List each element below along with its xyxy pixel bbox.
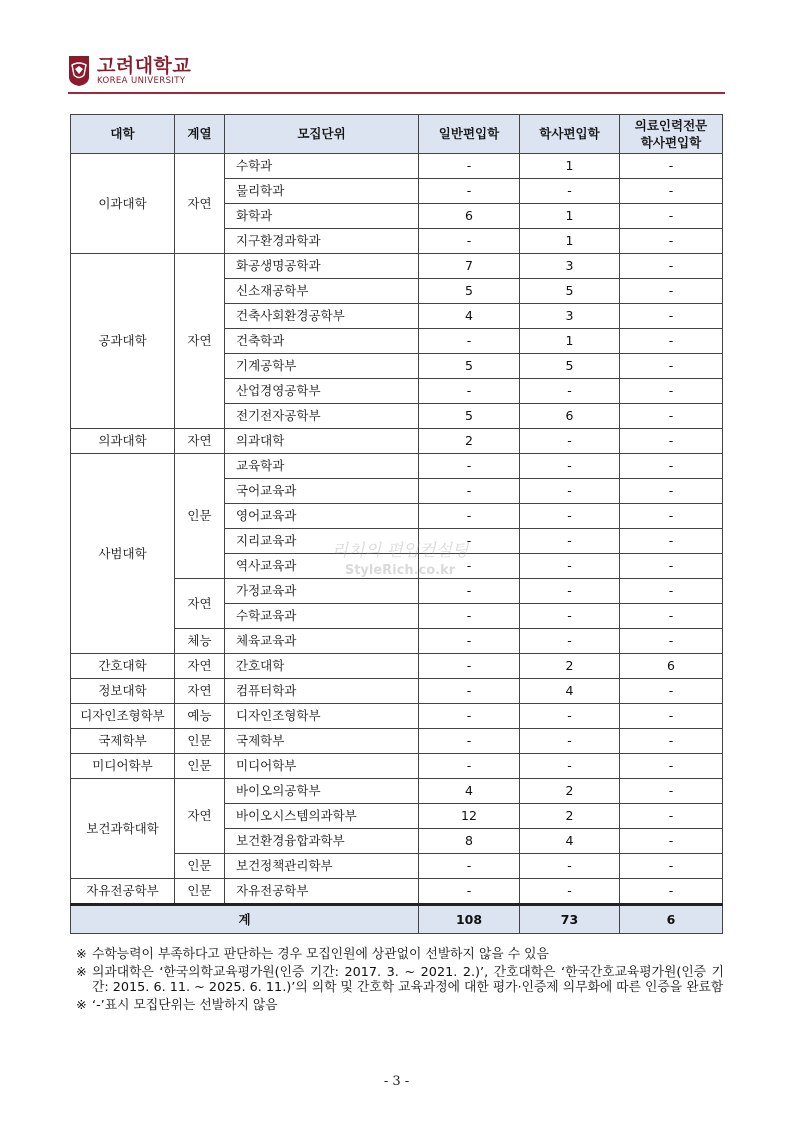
university-name-korean: 고려대학교	[97, 55, 192, 77]
bachelor-cell: 5	[520, 354, 620, 379]
track-cell: 자연	[175, 654, 225, 679]
general-cell: 5	[419, 404, 520, 429]
bachelor-cell: -	[520, 629, 620, 654]
unit-cell: 건축사회환경공학부	[225, 304, 419, 329]
bachelor-cell: 1	[520, 229, 620, 254]
bachelor-cell: -	[520, 429, 620, 454]
college-cell: 간호대학	[71, 654, 175, 679]
unit-cell: 전기전자공학부	[225, 404, 419, 429]
unit-cell: 국제학부	[225, 729, 419, 754]
medical-cell: -	[620, 504, 723, 529]
unit-cell: 체육교육과	[225, 629, 419, 654]
medical-cell: -	[620, 704, 723, 729]
unit-cell: 교육학과	[225, 454, 419, 479]
unit-cell: 자유전공학부	[225, 879, 419, 905]
track-cell: 인문	[175, 754, 225, 779]
table-row	[71, 154, 723, 179]
footnote	[76, 947, 724, 963]
table-row	[71, 654, 723, 679]
unit-cell: 바이오시스템의과학부	[225, 804, 419, 829]
unit-cell: 보건정책관리학부	[225, 854, 419, 879]
college-cell: 미디어학부	[71, 754, 175, 779]
general-cell: -	[419, 454, 520, 479]
track-cell: 자연	[175, 254, 225, 429]
medical-cell: -	[620, 329, 723, 354]
unit-cell: 기계공학부	[225, 354, 419, 379]
college-cell: 사범대학	[71, 454, 175, 654]
track-cell: 체능	[175, 629, 225, 654]
general-cell: -	[419, 679, 520, 704]
medical-cell: -	[620, 479, 723, 504]
bachelor-cell: 2	[520, 779, 620, 804]
college-cell: 공과대학	[71, 254, 175, 429]
bachelor-cell: -	[520, 479, 620, 504]
footnote	[76, 965, 724, 996]
medical-cell: -	[620, 779, 723, 804]
track-cell: 인문	[175, 454, 225, 579]
unit-cell: 화공생명공학과	[225, 254, 419, 279]
unit-cell: 국어교육과	[225, 479, 419, 504]
total-general: 108	[419, 905, 520, 934]
page-header	[68, 53, 725, 95]
general-cell: 4	[419, 779, 520, 804]
general-cell: -	[419, 379, 520, 404]
general-cell: 8	[419, 829, 520, 854]
medical-cell: -	[620, 379, 723, 404]
medical-cell: -	[620, 154, 723, 179]
table-row	[71, 754, 723, 779]
unit-cell: 미디어학부	[225, 754, 419, 779]
bachelor-cell: -	[520, 579, 620, 604]
general-cell: -	[419, 854, 520, 879]
unit-cell: 간호대학	[225, 654, 419, 679]
medical-cell: -	[620, 454, 723, 479]
medical-cell: -	[620, 754, 723, 779]
page-number: - 3 -	[383, 1074, 410, 1089]
table-header-row	[71, 115, 723, 154]
table-row	[71, 704, 723, 729]
bachelor-cell: 1	[520, 154, 620, 179]
unit-cell: 가정교육과	[225, 579, 419, 604]
medical-cell: 6	[620, 654, 723, 679]
general-cell: -	[419, 154, 520, 179]
college-cell: 국제학부	[71, 729, 175, 754]
unit-cell: 산업경영공학부	[225, 379, 419, 404]
medical-cell: -	[620, 529, 723, 554]
general-cell: 12	[419, 804, 520, 829]
table-row	[71, 879, 723, 905]
medical-cell: -	[620, 579, 723, 604]
university-seal-icon	[68, 55, 90, 87]
medical-cell: -	[620, 879, 723, 905]
medical-cell: -	[620, 854, 723, 879]
medical-cell: -	[620, 279, 723, 304]
bachelor-cell: -	[520, 179, 620, 204]
table-row	[71, 454, 723, 479]
medical-cell: -	[620, 179, 723, 204]
general-cell: -	[419, 479, 520, 504]
medical-cell: -	[620, 829, 723, 854]
total-bachelor: 73	[520, 905, 620, 934]
table-row	[71, 429, 723, 454]
medical-cell: -	[620, 254, 723, 279]
medical-cell: -	[620, 729, 723, 754]
unit-cell: 보건환경융합과학부	[225, 829, 419, 854]
note-text: ‘-’표시 모집단위는 선발하지 않음	[92, 997, 278, 1013]
bachelor-cell: -	[520, 529, 620, 554]
general-cell: -	[419, 629, 520, 654]
medical-cell: -	[620, 679, 723, 704]
general-cell: -	[419, 329, 520, 354]
general-cell: -	[419, 704, 520, 729]
note-mark: ※	[76, 964, 87, 980]
unit-cell: 수학과	[225, 154, 419, 179]
medical-cell: -	[620, 804, 723, 829]
note-text: 의과대학은 ‘한국의학교육평가원(인증 기간: 2017. 3. ~ 2021. 2.)’, 간호대학은 ‘한국간호교육평가원(인증 기간: 2015. 6. 11. ~ 2025. 6. 11.)’의 의학 및 간호학 교육과정에 대한 평가·인증제 의무화에 따른 인증을 완료함	[92, 964, 724, 995]
unit-cell: 지구환경과학과	[225, 229, 419, 254]
bachelor-cell: -	[520, 379, 620, 404]
university-name-english: KOREA UNIVERSITY	[97, 76, 186, 86]
watermark-line-1: 리치의 편입컨설팅	[331, 541, 469, 561]
note-mark: ※	[76, 947, 87, 962]
bachelor-cell: -	[520, 554, 620, 579]
column-header-general-transfer: 일반편입학	[419, 115, 520, 154]
bachelor-cell: -	[520, 854, 620, 879]
track-cell: 자연	[175, 429, 225, 454]
column-header-college: 대학	[71, 115, 175, 154]
total-medical: 6	[620, 905, 723, 934]
medical-cell: -	[620, 304, 723, 329]
bachelor-cell: -	[520, 454, 620, 479]
bachelor-cell: 4	[520, 829, 620, 854]
track-cell: 예능	[175, 704, 225, 729]
college-cell: 의과대학	[71, 429, 175, 454]
note-mark: ※	[76, 997, 87, 1013]
bachelor-cell: 1	[520, 204, 620, 229]
medical-cell: -	[620, 604, 723, 629]
total-row	[71, 905, 723, 934]
watermark-line-2: StyleRich.co.kr	[344, 563, 456, 578]
total-label: 계	[71, 905, 419, 934]
bachelor-cell: -	[520, 604, 620, 629]
general-cell: -	[419, 729, 520, 754]
general-cell: -	[419, 654, 520, 679]
bachelor-cell: -	[520, 704, 620, 729]
college-cell: 자유전공학부	[71, 879, 175, 905]
column-header-medical-transfer: 의료인력전문 학사편입학	[620, 115, 723, 154]
unit-cell: 디자인조형학부	[225, 704, 419, 729]
medical-cell: -	[620, 429, 723, 454]
medical-cell: -	[620, 629, 723, 654]
bachelor-cell: 3	[520, 254, 620, 279]
medical-cell: -	[620, 229, 723, 254]
unit-cell: 바이오의공학부	[225, 779, 419, 804]
footnotes	[76, 947, 724, 1015]
track-cell: 자연	[175, 154, 225, 254]
bachelor-cell: -	[520, 729, 620, 754]
general-cell: 6	[419, 204, 520, 229]
general-cell: -	[419, 504, 520, 529]
column-header-unit: 모집단위	[225, 115, 419, 154]
table-row	[71, 779, 723, 804]
unit-cell: 의과대학	[225, 429, 419, 454]
admission-quota-table	[70, 114, 723, 934]
medical-cell: -	[620, 404, 723, 429]
unit-cell: 물리학과	[225, 179, 419, 204]
unit-cell: 화학과	[225, 204, 419, 229]
medical-cell: -	[620, 354, 723, 379]
track-cell: 인문	[175, 854, 225, 879]
track-cell: 인문	[175, 729, 225, 754]
bachelor-cell: 5	[520, 279, 620, 304]
bachelor-cell: -	[520, 879, 620, 905]
unit-cell: 신소재공학부	[225, 279, 419, 304]
college-cell: 정보대학	[71, 679, 175, 704]
general-cell: -	[419, 879, 520, 905]
general-cell: -	[419, 604, 520, 629]
track-cell: 인문	[175, 879, 225, 905]
track-cell: 자연	[175, 579, 225, 629]
general-cell: 7	[419, 254, 520, 279]
bachelor-cell: 1	[520, 329, 620, 354]
college-cell: 디자인조형학부	[71, 704, 175, 729]
table-row	[71, 729, 723, 754]
general-cell: -	[419, 179, 520, 204]
college-cell: 이과대학	[71, 154, 175, 254]
medical-cell: -	[620, 204, 723, 229]
unit-cell: 영어교육과	[225, 504, 419, 529]
track-cell: 자연	[175, 779, 225, 854]
bachelor-cell: 2	[520, 804, 620, 829]
bachelor-cell: 6	[520, 404, 620, 429]
bachelor-cell: 2	[520, 654, 620, 679]
footnote	[76, 998, 724, 1014]
general-cell: 4	[419, 304, 520, 329]
note-text: 수학능력이 부족하다고 판단하는 경우 모집인원에 상관없이 선발하지 않을 수 있음	[92, 947, 549, 962]
bachelor-cell: 3	[520, 304, 620, 329]
medical-cell: -	[620, 554, 723, 579]
bachelor-cell: 4	[520, 679, 620, 704]
general-cell: -	[419, 754, 520, 779]
general-cell: -	[419, 554, 520, 579]
unit-cell: 역사교육과	[225, 554, 419, 579]
bachelor-cell: -	[520, 754, 620, 779]
general-cell: -	[419, 529, 520, 554]
general-cell: 2	[419, 429, 520, 454]
track-cell: 자연	[175, 679, 225, 704]
unit-cell: 컴퓨터학과	[225, 679, 419, 704]
unit-cell: 지리교육과	[225, 529, 419, 554]
table-row	[71, 679, 723, 704]
general-cell: 5	[419, 279, 520, 304]
college-cell: 보건과학대학	[71, 779, 175, 879]
column-header-track: 계열	[175, 115, 225, 154]
general-cell: 5	[419, 354, 520, 379]
unit-cell: 수학교육과	[225, 604, 419, 629]
bachelor-cell: -	[520, 504, 620, 529]
table-row	[71, 254, 723, 279]
column-header-bachelor-transfer: 학사편입학	[520, 115, 620, 154]
header-divider	[68, 92, 725, 94]
general-cell: -	[419, 579, 520, 604]
unit-cell: 건축학과	[225, 329, 419, 354]
general-cell: -	[419, 229, 520, 254]
